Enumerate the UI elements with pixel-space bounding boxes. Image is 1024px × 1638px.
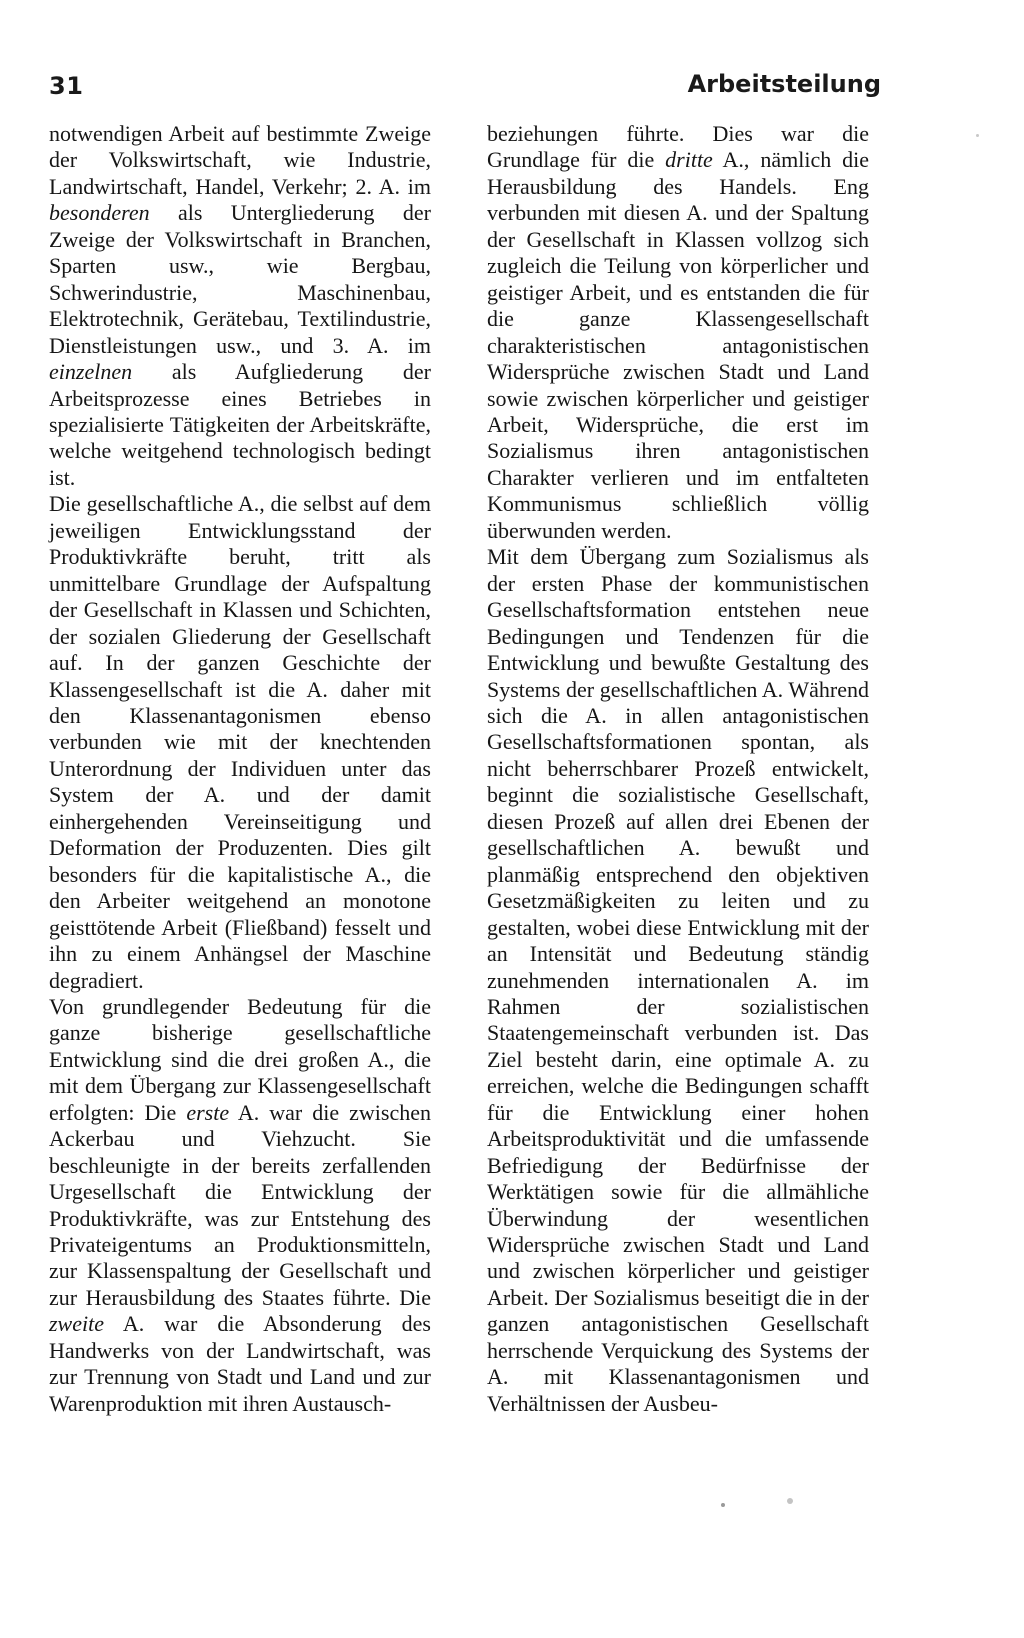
emphasis-einzelnen: einzelnen [49,359,133,385]
emphasis-besonderen: besonderen [49,200,150,226]
left-paragraph-3 [49,994,431,1417]
running-head: Arbeitsteilung [687,70,881,98]
print-speck [976,134,979,137]
emphasis-dritte: dritte [665,147,713,173]
left-paragraph-1 [49,121,431,491]
text-run: beziehungen führte. Dies war die Grundlage für die [487,121,869,173]
text-run: als Untergliederung der Zweige der Volkswirtschaft in Branchen, Sparten usw., wie Bergbau, Schwerindustrie, Maschinenbau, Elektrotechnik, Gerätebau, Textilindustrie, Dienstleistungen usw., und 3. A. im [49,200,431,358]
text-run: A. war die Absonderung des Handwerks von der Landwirtschaft, was zur Trennung von Stadt und Land und zur Warenproduktion mit ihren Austausch- [49,1311,431,1416]
text-run: als Aufgliederung der Arbeitsprozesse eines Betriebes in spezialisierte Tätigkeiten der Arbeitskräfte, welche weitgehend technologisch bedingt ist. [49,359,431,490]
left-paragraph-2: Die gesellschaftliche A., die selbst auf dem jeweiligen Entwicklungsstand der Produktivkräfte beruht, tritt als unmittelbare Grundlage der Aufspaltung der Gesellschaft in Klassen und Schichten, der sozialen Gliederung der Gesellschaft auf. In der ganzen Geschichte der Klassengesellschaft ist die A. daher mit den Klassenantagonismen ebenso verbunden wie mit der knechtenden Unterordnung der Individuen unter das System der A. und der damit einhergehenden Vereinseitigung und Deformation der Produzenten. Dies gilt besonders für die kapitalistische A., die den Arbeiter weitgehend an monotone geisttötende Arbeit (Fließband) fesselt und ihn zu einem Anhängsel der Maschine degradiert. [49,491,431,993]
left-column [49,121,431,1417]
text-run: A., nämlich die Herausbildung des Handels. Eng verbunden mit diesen A. und der Spaltung der Gesellschaft in Klassen vollzog sich zugleich die Teilung von körperlicher und geistiger Arbeit, und es entstanden die für die ganze Klassengesellschaft charakteristischen antagonistischen Widersprüche zwischen Stadt und Land sowie zwischen körperlicher und geistiger Arbeit, Widersprüche, die erst im Sozialismus ihren antagonistischen Charakter verlieren und im entfalteten Kommunismus schließlich völlig überwunden werden. [487,147,870,543]
right-paragraph-2: Mit dem Übergang zum Sozialismus als der ersten Phase der kommunistischen Gesellschaftsformation entstehen neue Bedingungen und Tendenzen für die Entwicklung und bewußte Gestaltung des Systems der gesellschaftlichen A. Während sich die A. in allen antagonistischen Gesellschaftsformationen spontan, als nicht beherrschbarer Prozeß entwickelt, beginnt die sozialistische Gesellschaft, diesen Prozeß auf allen drei Ebenen der gesellschaftlichen A. bewußt und planmäßig entsprechend den objektiven Gesetzmäßigkeiten zu leiten und zu gestalten, wobei diese Entwicklung mit der an Intensität und Bedeutung ständig zunehmenden internationalen A. im Rahmen der sozialistischen Staatengemeinschaft verbunden ist. Das Ziel besteht darin, eine optimale A. zu erreichen, welche die Bedingungen schafft für die Entwicklung einer hohen Arbeitsproduktivität und die umfassende Befriedigung der Bedürfnisse der Werktätigen sowie für die allmähliche Überwindung der wesentlichen Widersprüche zwischen Stadt und Land und zwischen körperlicher und geistiger Arbeit. Der Sozialismus beseitigt die in der ganzen antagonistischen Gesellschaft herrschende Verquickung des Systems der A. mit Klassenantagonismen und Verhältnissen der Ausbeu- [487,544,869,1416]
text-run: notwendigen Arbeit auf bestimmte Zweige der Volkswirtschaft, wie Industrie, Landwirtschaft, Handel, Verkehr; 2. A. im [49,121,431,199]
right-column [487,121,869,1417]
emphasis-erste: erste [186,1099,230,1125]
print-speck [787,1498,793,1504]
page-number: 31 [49,72,84,100]
text-run: A. war die zwischen Ackerbau und Viehzucht. Sie beschleunigte in der bereits zerfallenden Urgesellschaft die Entwicklung der Produktivkräfte, was zur Entstehung des Privateigentums an Produktionsmitteln, zur Klassenspaltung der Gesellschaft und zur Herausbildung des Staates führte. Die [49,1099,431,1310]
text-run: Von grundlegender Bedeutung für die ganze bisherige gesellschaftliche Entwicklung sind die drei großen A., die mit dem Übergang zur Klassengesellschaft erfolgten: Die [49,993,431,1125]
right-paragraph-1 [487,121,869,544]
print-speck [721,1503,725,1507]
emphasis-zweite: zweite [49,1311,104,1337]
